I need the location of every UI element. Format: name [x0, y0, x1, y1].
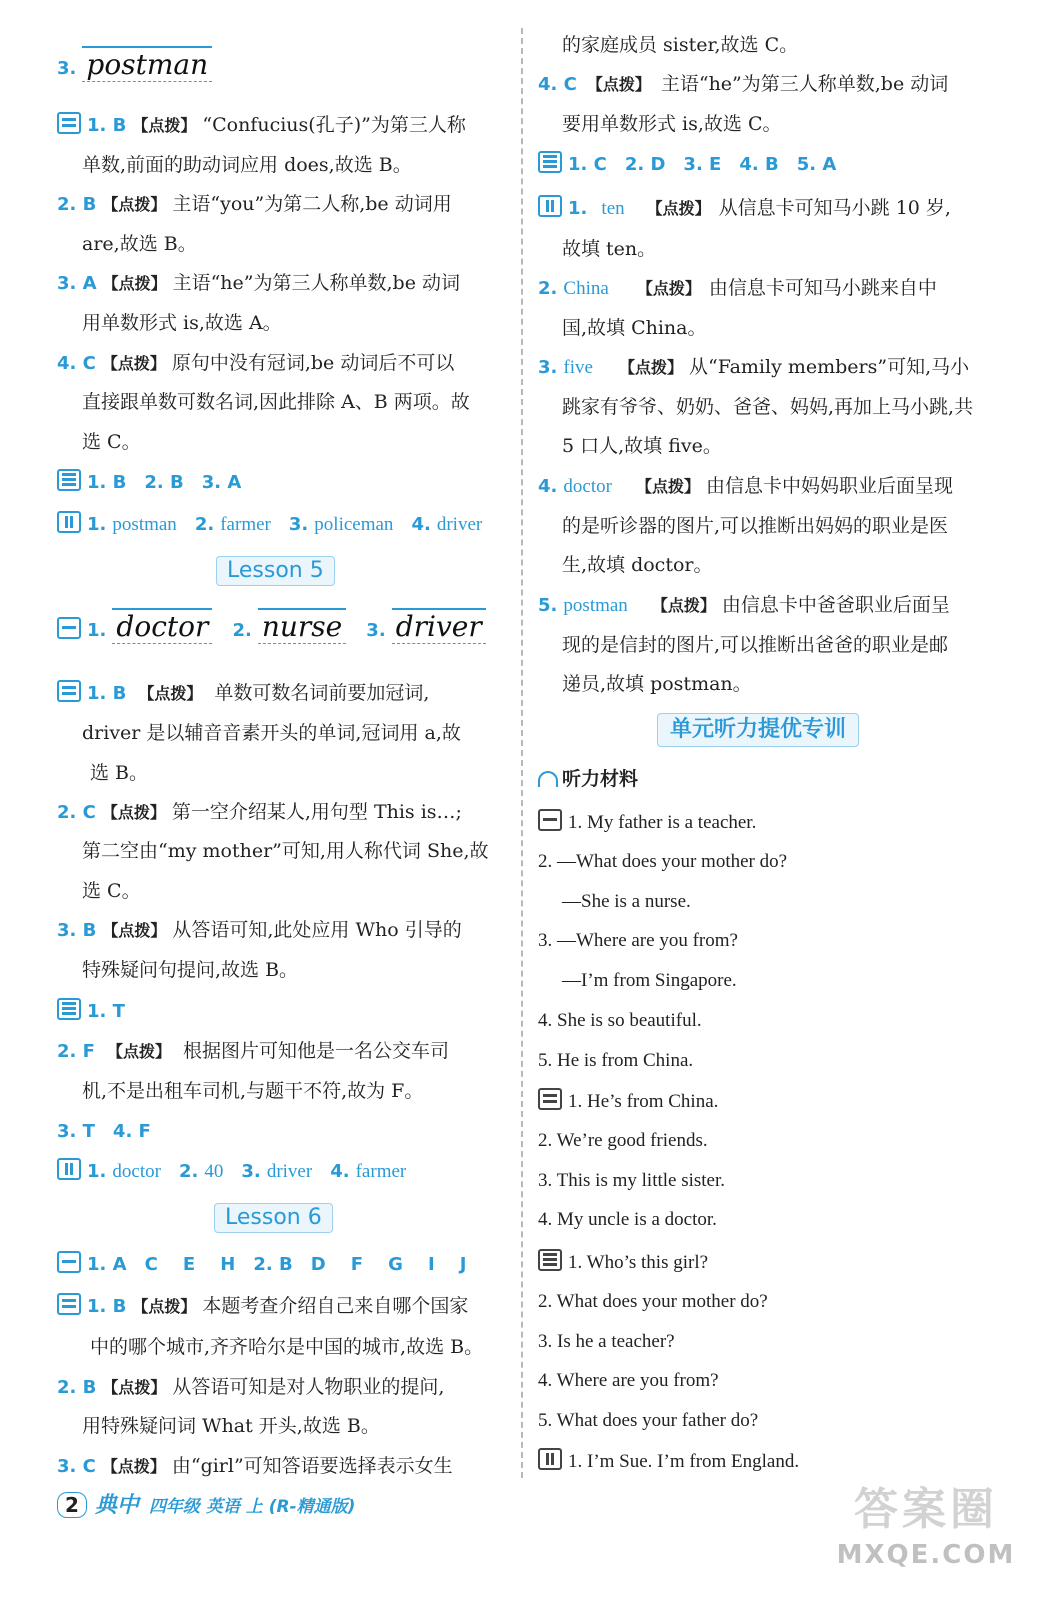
- answer-line: 4. C 【点拨】 原句中没有冠词,be 动词后不可以: [57, 352, 455, 374]
- lesson-heading: Lesson 6: [214, 1203, 333, 1233]
- answer-line: 1. postman 2. farmer 3. policeman 4. driver: [57, 511, 510, 538]
- answer-line: 机,不是出租车司机,与题干不符,故为 F。: [82, 1080, 424, 1102]
- answer-line: 2. C 【点拨】 第一空介绍某人,用句型 This is…;: [57, 801, 462, 823]
- listening-line: 1. I’m Sue. I’m from England.: [538, 1448, 1033, 1475]
- handwritten-answer: postman: [82, 50, 212, 80]
- answer-line: 单数,前面的助动词应用 does,故选 B。: [82, 154, 412, 176]
- answer-line: 1. C 2. D 3. E 4. B 5. A: [538, 151, 1033, 178]
- answer-line: 2. B 【点拨】 主语“you”为第二人称,be 动词用: [57, 193, 452, 215]
- section-three-icon: [538, 1249, 562, 1271]
- headphones-icon: [538, 771, 558, 787]
- answer-line: 1. doctor 2. nurse 3. driver: [57, 612, 510, 644]
- section-three-icon: [57, 998, 81, 1020]
- listening-line: 2. What does your mother do?: [538, 1290, 768, 1312]
- answer-line: 2. F 【点拨】 根据图片可知他是一名公交车司: [57, 1040, 449, 1062]
- listening-line: —I’m from Singapore.: [562, 970, 737, 992]
- answer-line: 4. doctor 【点拨】 由信息卡中妈妈职业后面呈现: [538, 475, 953, 497]
- column-divider: [521, 28, 523, 1478]
- answer-line: 的家庭成员 sister,故选 C。: [562, 34, 799, 56]
- listening-line: 3. —Where are you from?: [538, 930, 738, 952]
- handwritten-answer: nurse: [258, 612, 346, 642]
- section-three-icon: [57, 469, 81, 491]
- answer-line: 1. B 【点拨】 单数可数名词前要加冠词,: [57, 680, 510, 707]
- answer-line: 3. T 4. F: [57, 1121, 151, 1142]
- section-two-icon: [57, 112, 81, 134]
- section-two-icon: [538, 1088, 562, 1110]
- answer-line: 1. ten 【点拨】 从信息卡可知马小跳 10 岁,: [538, 195, 1033, 222]
- answer-line: 5 口人,故填 five。: [562, 435, 722, 457]
- section-one-icon: [538, 809, 562, 831]
- lesson-heading: Lesson 5: [216, 556, 335, 586]
- section-one-icon: [57, 1251, 81, 1273]
- answer-line: 的是听诊器的图片,可以推断出妈妈的职业是医: [562, 515, 949, 537]
- answer-line: 要用单数形式 is,故选 C。: [562, 113, 782, 135]
- answer-line: 1. T: [57, 998, 510, 1025]
- answer-line: 1. B 【点拨】 “Confucius(孔子)”为第三人称: [57, 112, 510, 139]
- listening-line: 1. My father is a teacher.: [538, 809, 1033, 836]
- brand-logo: 典中: [94, 1493, 139, 1518]
- listening-line: 5. He is from China.: [538, 1049, 694, 1071]
- answer-line: 故填 ten。: [562, 238, 657, 260]
- answer-line: 用特殊疑问词 What 开头,故选 B。: [82, 1415, 380, 1437]
- listening-line: 1. Who’s this girl?: [538, 1249, 1033, 1276]
- listening-line: 4. My uncle is a doctor.: [538, 1209, 717, 1231]
- listening-line: 3. Is he a teacher?: [538, 1330, 675, 1352]
- section-four-icon: [538, 1448, 562, 1470]
- answer-line: 现的是信封的图片,可以推断出爸爸的职业是邮: [562, 634, 949, 656]
- answer-line: 直接跟单数可数名词,因此排除 A、B 两项。故: [82, 391, 470, 413]
- answer-line: 4. C 【点拨】 主语“he”为第三人称单数,be 动词: [538, 73, 949, 95]
- listening-line: 2. —What does your mother do?: [538, 850, 788, 872]
- handwritten-answer: driver: [392, 612, 486, 642]
- listening-line: 5. What does your father do?: [538, 1410, 759, 1432]
- answer-line: 2. China 【点拨】 由信息卡可知马小跳来自中: [538, 277, 937, 299]
- answer-line: 3. B 【点拨】 从答语可知,此处应用 Who 引导的: [57, 919, 462, 941]
- answer-line: 1. A C E H 2. B D F G I J: [57, 1251, 510, 1278]
- answer-line: 2. B 【点拨】 从答语可知是对人物职业的提问,: [57, 1376, 445, 1398]
- answer-line: 第二空由“my mother”可知,用人称代词 She,故: [82, 840, 489, 862]
- handwritten-answer: doctor: [112, 612, 212, 642]
- section-two-icon: [57, 680, 81, 702]
- section-four-icon: [57, 511, 81, 533]
- listening-line: 2. We’re good friends.: [538, 1129, 708, 1151]
- answer-line: 选 B。: [90, 762, 149, 784]
- answer-line: 1. B 2. B 3. A: [57, 469, 510, 496]
- listening-line: 4. Where are you from?: [538, 1370, 719, 1392]
- answer-line: driver 是以辅音音素开头的单词,冠词用 a,故: [82, 722, 461, 744]
- page-number: 2: [57, 1492, 87, 1518]
- answer-line: are,故选 B。: [82, 233, 197, 255]
- book-title: 四年级 英语 上 (R-精通版): [148, 1497, 356, 1517]
- listening-line: 3. This is my little sister.: [538, 1169, 726, 1191]
- section-two-icon: [57, 1293, 81, 1315]
- unit-heading: 单元听力提优专训: [657, 713, 859, 747]
- answer-line: 生,故填 doctor。: [562, 554, 713, 576]
- section-three-icon: [538, 151, 562, 173]
- answer-line: 1. B 【点拨】 本题考查介绍自己来自哪个国家: [57, 1293, 510, 1320]
- answer-line: 3. C 【点拨】 由“girl”可知答语要选择表示女生: [57, 1455, 453, 1477]
- watermark-logo: 答案圈 MXQE.COM: [836, 1484, 1016, 1570]
- answer-line: 1. doctor 2. 40 3. driver 4. farmer: [57, 1158, 510, 1185]
- answer-line: 选 C。: [82, 880, 141, 902]
- answer-line: 特殊疑问句提问,故选 B。: [82, 959, 299, 981]
- listening-line: —She is a nurse.: [562, 890, 691, 912]
- listening-line: 1. He’s from China.: [538, 1088, 1033, 1115]
- answer-line: 5. postman 【点拨】 由信息卡中爸爸职业后面呈: [538, 594, 950, 616]
- answer-line: 递员,故填 postman。: [562, 673, 752, 695]
- answer-line: 跳家有爷爷、奶奶、爸爸、妈妈,再加上马小跳,共: [562, 396, 974, 418]
- section-four-icon: [57, 1158, 81, 1180]
- answer-line: 3. A 【点拨】 主语“he”为第三人称单数,be 动词: [57, 272, 460, 294]
- section-four-icon: [538, 195, 562, 217]
- answer-line: 国,故填 China。: [562, 317, 707, 339]
- answer-line: 选 C。: [82, 431, 141, 453]
- page-footer: [57, 1488, 355, 1519]
- answer-line: 中的哪个城市,齐齐哈尔是中国的城市,故选 B。: [90, 1336, 484, 1358]
- answer-line: 3. five 【点拨】 从“Family members”可知,马小: [538, 356, 970, 378]
- answer-line: 用单数形式 is,故选 A。: [82, 312, 282, 334]
- answer-line: 3. postman: [57, 50, 510, 82]
- listening-line: 4. She is so beautiful.: [538, 1010, 702, 1031]
- listening-heading: 听力材料: [538, 764, 638, 791]
- section-one-icon: [57, 617, 81, 639]
